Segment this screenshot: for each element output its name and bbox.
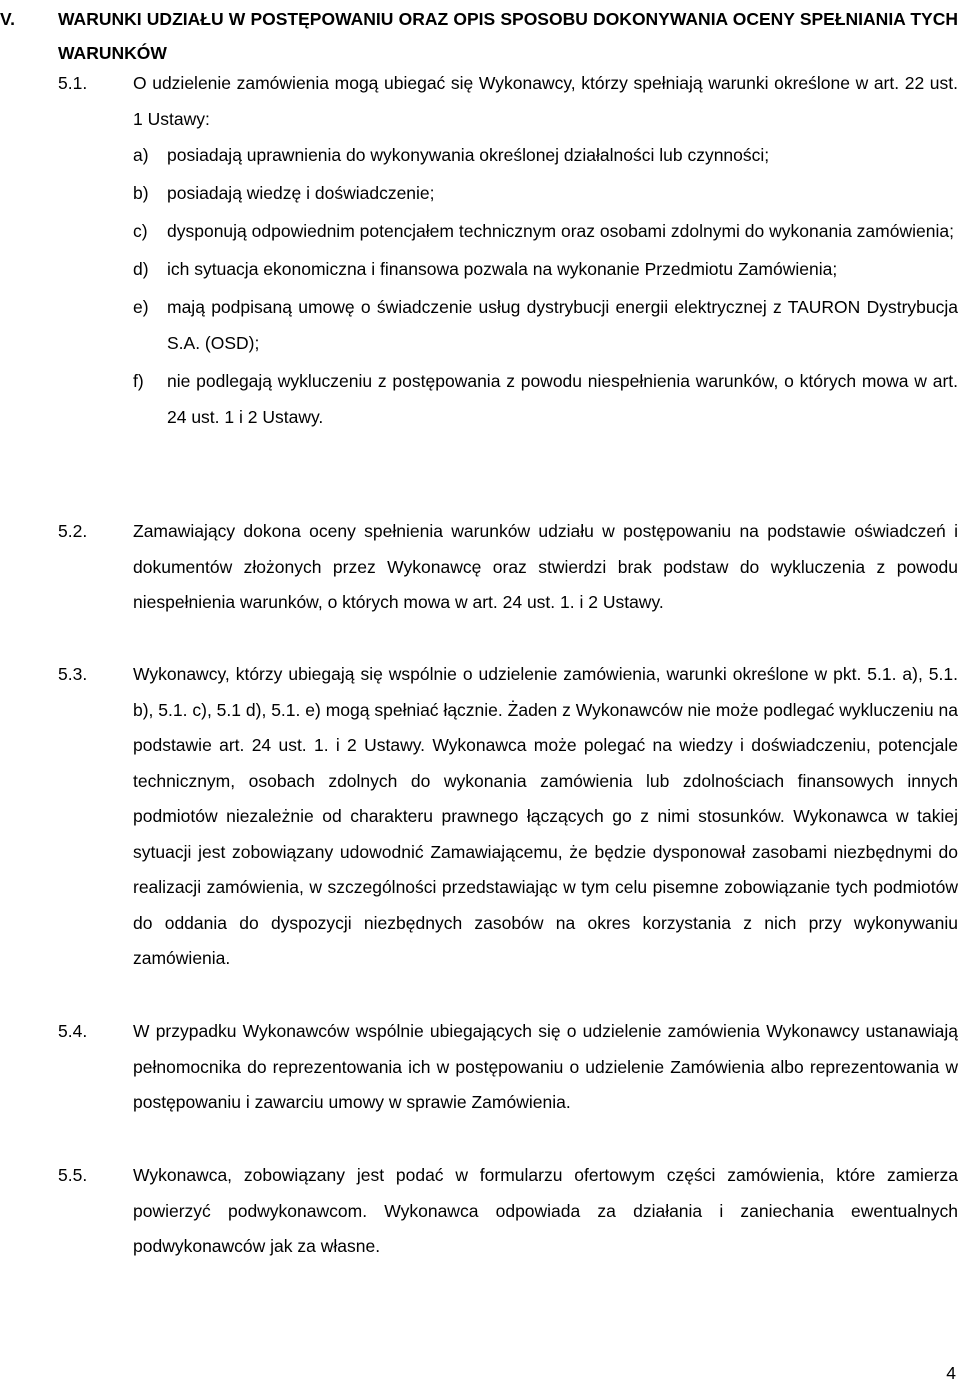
page-number: 4	[946, 1363, 956, 1383]
list-item-text: dysponują odpowiednim potencjałem technicznym oraz osobami zdolnymi do wykonania zamówienia;	[167, 221, 954, 241]
section-number: 5.5.	[58, 1165, 88, 1185]
section-text: Wykonawca, zobowiązany jest podać w formularzu ofertowym części zamówienia, które zamierza powierzyć podwykonawcom. Wykonawca odpowiada za działania i zaniechania ewentualnych podwykonawców jak za własne.	[133, 1165, 958, 1256]
list-item-text: ich sytuacja ekonomiczna i finansowa pozwala na wykonanie Przedmiotu Zamówienia;	[167, 259, 838, 279]
section-5-2	[0, 514, 958, 621]
list-item-label: b)	[133, 183, 149, 203]
list-item-label: d)	[133, 259, 149, 279]
list-item	[0, 251, 958, 287]
list-item-text: posiadają wiedzę i doświadczenie;	[167, 183, 435, 203]
section-number: 5.2.	[58, 521, 88, 541]
chapter-heading	[0, 2, 958, 70]
list-item-text: posiadają uprawnienia do wykonywania określonej działalności lub czynności;	[167, 145, 770, 165]
section-text: W przypadku Wykonawców wspólnie ubiegających się o udzielenie zamówienia Wykonawcy ustanawiają pełnomocnika do reprezentowania ich w postępowaniu o udzielenie Zamówienia albo reprezentowania w postępowaniu i zawarciu umowy w sprawie Zamówienia.	[133, 1021, 958, 1112]
section-5-1	[0, 66, 958, 137]
section-number: 5.4.	[58, 1021, 88, 1041]
list-item-label: f)	[133, 371, 144, 391]
section-number: 5.3.	[58, 664, 88, 684]
chapter-title: WARUNKI UDZIAŁU W POSTĘPOWANIU ORAZ OPIS SPOSOBU DOKONYWANIA OCENY SPEŁNIANIA TYCH WARUNKÓW	[58, 9, 958, 63]
list-item	[0, 175, 958, 211]
chapter-number: V.	[0, 9, 15, 29]
list-item-label: c)	[133, 221, 148, 241]
section-text: Wykonawcy, którzy ubiegają się wspólnie o udzielenie zamówienia, warunki określone w pkt. 5.1. a), 5.1. b), 5.1. c), 5.1 d), 5.1. e) mogą spełniać łącznie. Żaden z Wykonawców nie może podlegać wykluczeniu na podstawie art. 24 ust. 1. i 2 Ustawy. Wykonawca może polegać na wiedzy i doświadczeniu, potencjale technicznym, osobach zdolnych do wykonania zamówienia lub zdolnościach finansowych innych podmiotów niezależnie od charakteru prawnego łączących go z nimi stosunków. Wykonawca w takiej sytuacji jest zobowiązany udowodnić Zamawiającemu, że będzie dysponował zasobami niezbędnymi do realizacji zamówienia, w szczególności przedstawiając w tym celu pisemne zobowiązanie tych podmiotów do oddania do dyspozycji niezbędnych zasobów na okres korzystania z nich przy wykonywaniu zamówienia.	[133, 664, 958, 968]
condition-list	[0, 137, 958, 437]
list-item-text: nie podlegają wykluczeniu z postępowania z powodu niespełnienia warunków, o których mowa w art. 24 ust. 1 i 2 Ustawy.	[167, 371, 958, 427]
section-number: 5.1.	[58, 73, 88, 93]
section-5-5	[0, 1158, 958, 1265]
section-text: Zamawiający dokona oceny spełnienia warunków udziału w postępowaniu na podstawie oświadczeń i dokumentów złożonych przez Wykonawcę oraz stwierdzi brak podstaw do wykluczenia z powodu niespełnienia warunków, o których mowa w art. 24 ust. 1. i 2 Ustawy.	[133, 521, 958, 612]
list-item-text: mają podpisaną umowę o świadczenie usług dystrybucji energii elektrycznej z TAURON Dystrybucja S.A. (OSD);	[167, 297, 958, 353]
list-item-label: e)	[133, 297, 149, 317]
list-item	[0, 363, 958, 435]
list-item	[0, 289, 958, 361]
section-5-4	[0, 1014, 958, 1121]
list-item	[0, 137, 958, 173]
section-text: O udzielenie zamówienia mogą ubiegać się Wykonawcy, którzy spełniają warunki określone w art. 22 ust. 1 Ustawy:	[133, 73, 958, 129]
list-item-label: a)	[133, 145, 149, 165]
section-5-3	[0, 657, 958, 977]
list-item	[0, 213, 958, 249]
